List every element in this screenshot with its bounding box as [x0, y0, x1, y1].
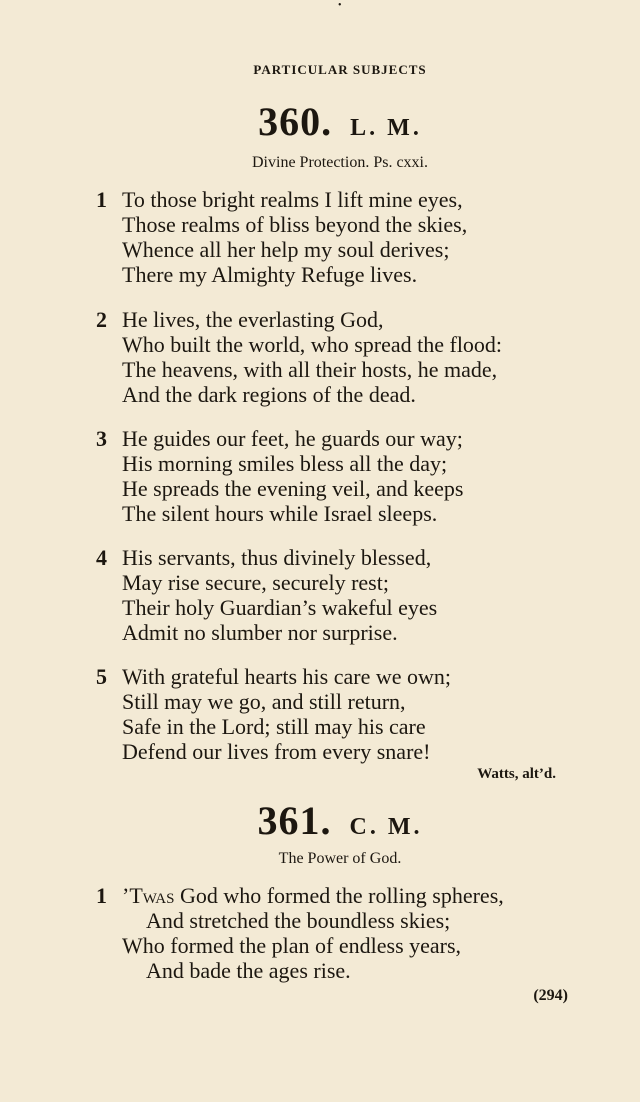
- stanza-number: 4: [96, 545, 107, 570]
- verse-line: With grateful hearts his care we own;: [122, 664, 451, 689]
- hymn-number: 361.: [257, 798, 332, 843]
- verse-line: The silent hours while Israel sleeps.: [122, 501, 438, 526]
- stanza-number: 2: [96, 307, 107, 332]
- stanza-number: 5: [96, 664, 107, 689]
- page-number: (294): [533, 987, 568, 1004]
- hymn-360-heading: [0, 98, 640, 145]
- verse-line: And stretched the boundless skies;: [146, 908, 451, 933]
- attribution: Watts, alt’d.: [477, 766, 556, 782]
- verse-line: Whence all her help my soul derives;: [122, 237, 450, 262]
- running-head: PARTICULAR SUBJECTS: [253, 62, 427, 77]
- verse-line: His morning smiles bless all the day;: [122, 451, 448, 476]
- verse-line: The heavens, with all their hosts, he made,: [122, 357, 498, 382]
- verse-line: Who built the world, who spread the flood:: [122, 332, 503, 357]
- verse-line: Those realms of bliss beyond the skies,: [122, 212, 468, 237]
- hymn-361-heading: [0, 797, 640, 844]
- verse-line: Still may we go, and still return,: [122, 689, 406, 714]
- hymn-meter: C. M.: [349, 814, 423, 840]
- first-word: ’Twas: [122, 883, 175, 908]
- verse-line: To those bright realms I lift mine eyes,: [122, 187, 463, 212]
- hymn-number: 360.: [258, 99, 333, 144]
- verse-line: And bade the ages rise.: [146, 958, 351, 983]
- verse-line: [122, 884, 504, 909]
- verse-line-rest: God who formed the rolling spheres,: [174, 883, 504, 908]
- hymn-subtitle: Divine Protection. Ps. cxxi.: [252, 154, 428, 171]
- stanza-number: 1: [96, 187, 107, 212]
- verse-line: His servants, thus divinely blessed,: [122, 545, 432, 570]
- verse-line: Safe in the Lord; still may his care: [122, 714, 426, 739]
- hymn-subtitle: The Power of God.: [278, 850, 402, 867]
- verse-line: There my Almighty Refuge lives.: [122, 262, 418, 287]
- stanza-number: 1: [96, 883, 107, 908]
- verse-line: Defend our lives from every snare!: [122, 739, 431, 764]
- verse-line: Admit no slumber nor surprise.: [122, 620, 398, 645]
- verse-line: And the dark regions of the dead.: [122, 382, 416, 407]
- verse-line: He spreads the evening veil, and keeps: [122, 476, 464, 501]
- hymn-meter: L. M.: [350, 115, 422, 141]
- verse-line: Their holy Guardian’s wakeful eyes: [122, 595, 438, 620]
- verse-line: Who formed the plan of endless years,: [122, 933, 462, 958]
- verse-line: He lives, the everlasting God,: [122, 307, 384, 332]
- verse-line: May rise secure, securely rest;: [122, 570, 389, 595]
- stanza-number: 3: [96, 426, 107, 451]
- verse-line: He guides our feet, he guards our way;: [122, 426, 463, 451]
- page-mark: •: [338, 0, 342, 11]
